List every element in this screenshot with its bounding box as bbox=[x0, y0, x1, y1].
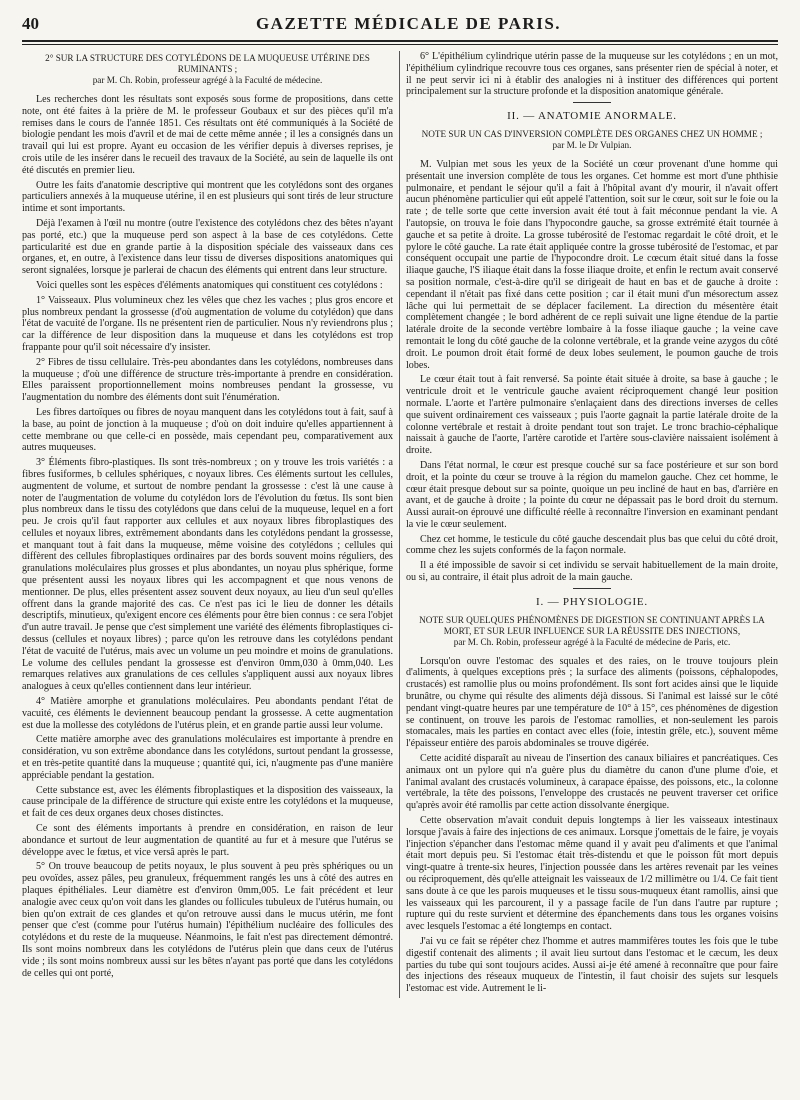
title-line-2: par M. Ch. Robin, professeur agrégé à la Faculté de médecine. bbox=[92, 75, 323, 85]
title-line-1: NOTE SUR QUELQUES PHÉNOMÈNES DE DIGESTION SE CONTINUANT APRÈS LA MORT, ET SUR LEUR INFLUENCE SUR LA RÉUSSITE DES INJECTIONS, bbox=[419, 614, 765, 636]
header-rule bbox=[22, 40, 778, 42]
paragraph: Les fibres dartoïques ou fibres de noyau manquent dans les cotylédons tout à fait, sauf à la base, au point de jonction à la muqueuse ; d'où on doit induire qu'elles appartiennent à cette membrane ou que celle-ci en possède, mais cependant peu, comparativement aux autres muqueuses. bbox=[22, 406, 393, 454]
paragraph: Voici quelles sont les espèces d'éléments anatomiques qui constituent ces cotylédons : bbox=[36, 279, 383, 291]
title-line-2: par M. le Dr Vulpian. bbox=[552, 139, 632, 150]
paragraph: 5° On trouve beaucoup de petits noyaux, le plus souvent à peu près sphériques ou un peu ovoïdes, assez pâles, peu granuleux, fréquemment rangés les uns à côté des autres en plaques épithéliales. Leur diamètre est d'environ 0mm,005. Le fait précédent et leur analogie avec ceux qu'on voit dans les glandes ou follicules tubuleux de l'utérus humain, ou bien qu'on extrait de ces glandes et qu'on retrouve aussi dans le mucus utérin, me font penser que c'est (comme pour l'utérus humain) l'épithélium nucléaire des follicules des cotylédons et du reste de la muqueuse. Néanmoins, le fait n'est pas directement démontré. Ils sont moins nombreux dans les cotylédons de l'utérus plein que dans ceux de l'utérus vide ; ils sont moins nombreux aussi sur les bêtes n'ayant pas porté que dans les cotylédons de celles qui ont porté, bbox=[22, 861, 393, 979]
paragraph: Déjà l'examen à l'œil nu montre (outre l'existence des cotylédons chez des bêtes n'ayant pas porté, etc.) que la muqueuse perd son aspect à la base de ces cotylédons. Cette particularité est due en grande partie à la disposition spéciale des vaisseaux dans ces organes, et, en outre, à l'existence dans leur tissu de diverses dispositions anatomiques qui seront signalées, lorsque je parlerai de chacun des éléments qui entrent dans leur structure. bbox=[22, 217, 393, 277]
paragraph: Le cœur était tout à fait renversé. Sa pointe était située à droite, sa base à gauche ; le ventricule droit et le ventricule gauche avaient réciproquement changé leur position normale. L'aorte et l'artère pulmonaire s'enlaçaient dans des directions inverses de celles que suivent ordinairement ces vaisseaux ; puis l'aorte gagnait la partie latérale droite de la colonne vertébrale et restait à droite pendant tout son trajet. Le tronc brachio-céphalique naissait à gauche de l'aorte, l'artère carotide et l'artère sous-clavière naissaient isolément à droite. bbox=[406, 374, 778, 457]
section-heading-anatomie: II. — ANATOMIE ANORMALE. bbox=[507, 110, 677, 123]
paragraph: Cette observation m'avait conduit depuis longtemps à lier les vaisseaux intestinaux lorsque j'avais à faire des injections de ces animaux. Lorsque j'omettais de le faire, je voyais l'injection s'épancher dans l'estomac même quand il y avait peu d'aliments et que l'animal était mort depuis peu. Si l'estomac était très-distendu et que le poisson fût mort depuis vingt-quatre à trente-six heures, l'injection poussée dans les artères revenait par les veines ou réciproquement, dès qu'elle atteignait les vaisseaux de 1/2 millimètre ou 1/4. Ce fait tient sans doute à ce que les parois muqueuses et le tissu sous-muqueux étant ramollis, ainsi que les vaisseaux qui les parcourent, il y a passage facile de l'un dans l'autre par rupture ; rupture qui du reste survient et détermine des épanchements dans tous les organes voisins avec lesquels l'estomac a été longtemps en contact. bbox=[406, 815, 778, 933]
paragraph: Cette substance est, avec les éléments fibroplastiques et la disposition des vaisseaux, la cause principale de la différence de structure qui existe entre les cotylédons et la muqueuse, et fait de ces deux organes deux choses distinctes. bbox=[22, 784, 393, 820]
paragraph: Cette acidité disparaît au niveau de l'insertion des canaux biliaires et pancréatiques. Ces animaux ont un pylore qui n'a guère plus du diamètre du canon d'une plume d'oie, et l'animal avalant des crustacés volumineux, à carapace épaisse, des poissons, etc., la colonne vertébrale, la tête des poissons, l'enveloppe des crustacés ne peuvent traverser cet orifice qu'après avoir été ramollis par cette action dissolvante énergique. bbox=[406, 753, 778, 812]
page-number: 40 bbox=[22, 14, 39, 33]
paragraph: Chez cet homme, le testicule du côté gauche descendait plus bas que celui du côté droit, comme chez les sujets conformés de la façon normale. bbox=[406, 533, 778, 557]
right-column bbox=[400, 51, 778, 998]
paragraph: 1° Vaisseaux. Plus volumineux chez les vêles que chez les vaches ; plus gros encore et plus nombreux pendant la grossesse (d'où augmentation de volume du cotylédon) que dans l'état de vacuité de l'organe. Ils ne présentent rien de particulier. Nous n'y reviendrons plus ; car la différence de leur disposition dans la muqueuse et dans les cotylédons est trop frappante pour qu'il soit nécessaire d'y insister. bbox=[22, 294, 393, 353]
paragraph: Lorsqu'on ouvre l'estomac des squales et des raies, on le trouve toujours plein d'aliments, à quelques exceptions près ; la surface des aliments (poissons, céphalopodes, crustacés) est ramollie plus ou moins profondément. Ils sont fort acides ainsi que le liquide brunâtre, ou chyme qui résulte des aliments déjà dissous. Si l'animal est laissé sur le côté pendant vingt-quatre heures par une température de 10° à 15°, ces phénomènes de digestion se continuent, on trouve les parois de l'estomac ramollies, et non-seulement les parois stomacales, mais les parties en contact avec elles (foie, intestin grêle, etc.), souvent même l'épaisseur entière des parois abdominales se trouve digérée. bbox=[406, 655, 778, 750]
title-line-1: 2° SUR LA STRUCTURE DES COTYLÉDONS DE LA MUQUEUSE UTÉRINE DES RUMINANTS ; bbox=[45, 53, 370, 74]
paragraph: Il a été impossible de savoir si cet individu se servait habituellement de la main droite, ou si, au contraire, il était plus adroit de la main gauche. bbox=[406, 560, 778, 584]
paragraph: Les recherches dont les résultats sont exposés sous forme de propositions, dans cette note, ont été faites à la prière de M. le professeur Goubaux et sur des pièces qu'il m'a remises dans le cours de l'année 1851. Ces résultats ont été communiqués à la Société de biologie pendant les mois d'avril et de mai de cette même année ; il les a consignés dans un travail qui lui est propre. Ayant eu occasion de les vérifier depuis à diverses reprises, je crois utile de les insérer dans le recueil des travaux de la Société, au sein de laquelle ils ont été discutés en premier lieu. bbox=[22, 94, 393, 176]
page-header bbox=[22, 14, 778, 38]
paragraph: 2° Fibres de tissu cellulaire. Très-peu abondantes dans les cotylédons, nombreuses dans la muqueuse ; d'où une différence de structure très-importante à prendre en considération. Elles paraissent proportionnellement moins nombreuses pendant la grossesse, vu l'augmentation du nombre des éléments dont suit l'énumération. bbox=[22, 356, 393, 404]
title-line-2: par M. Ch. Robin, professeur agrégé à la Faculté de médecine de Paris, etc. bbox=[453, 636, 731, 647]
paragraph: Dans l'état normal, le cœur est presque couché sur sa face postérieure et sur son bord droit, et la pointe du cœur se trouve à la région du mamelon gauche. Chez cet homme, le cœur était presque debout sur sa pointe, quoique un peu incliné de haut en bas, d'arrière en avant, et de gauche à droite ; la pointe du cœur ne dépassait pas le bord droit du sternum. Aussi aurait-on éprouvé une difficulté réelle à reconnaître l'inversion en examinant pendant la vie le cœur seulement. bbox=[406, 459, 778, 530]
paragraph: Cette matière amorphe avec des granulations moléculaires est importante à prendre en considération, vu son extrême abondance dans les cotylédons, surtout pendant la grossesse, et en très-petite quantité dans la muqueuse ; quantité qui, ici, n'augmente pas d'une manière appréciable pendant la gestation. bbox=[22, 734, 393, 781]
section-heading-physiologie: I. — PHYSIOLOGIE. bbox=[536, 595, 648, 608]
paragraph: M. Vulpian met sous les yeux de la Société un cœur provenant d'une homme qui présentait une inversion complète de tous les organes. Cet homme est mort d'une phthisie pulmonaire, et pendant le séjour qu'il a fait à l'hôpital avant d'y mourir, il n'avait offert aucun phénomène particulier qui eût appelé l'attention, soit sur le cœur, soit sur le foie ou la rate ; de telle sorte que cette inversion avait été tout à fait méconnue pendant la vie. A l'autopsie, on trouva le foie dans l'hypocondre gauche, sa grosse extrémité était tournée à gauche et sa petite à droite. La grosse tubérosité de l'estomac regardait le côté droit, et le pylore le côté gauche. La rate était appliquée contre la grosse tubérosité de l'estomac, et par conséquent occupait une partie de l'hypocondre droit. Le cœcum était situé dans la fosse iliaque gauche, l'S iliaque était dans la fosse iliaque droite, et enfin le rectum avait conservé sa position normale, c'est-à-dire qu'il se dirigeait de haut en bas et de gauche à droite : cependant il n'était pas fixé dans cette position ; car il était muni d'un mésorectum assez lâche qui lui permettait de se déplacer facilement. La direction du mésentère était complètement changée ; le bord adhérent de ce repli suivait une ligne étendue de la partie latérale droite de la seconde vertèbre lombaire à la fosse iliaque gauche ; la veine cave remontait le long du côté gauche de la colonne vertébrale, et la grande veine azygos du côté droit. Le poumon droit était formé de deux lobes seulement, le poumon gauche de trois lobes. bbox=[406, 158, 778, 371]
section-separator bbox=[573, 102, 611, 103]
article-title-digestion bbox=[406, 615, 778, 648]
header-rule-thin bbox=[22, 44, 778, 45]
paragraph: 4° Matière amorphe et granulations moléculaires. Peu abondants pendant l'état de vacuité, ces éléments le deviennent beaucoup pendant la grossesse. A cette augmentation est due la mollesse des cotylédons de l'utérus plein, et en grande partie aussi leur volume. bbox=[22, 696, 393, 731]
paragraph: Outre les faits d'anatomie descriptive qui montrent que les cotylédons sont des organes particuliers annexés à la muqueuse utérine, il en est plusieurs qui sont tirés de leur structure intime et sont importants. bbox=[22, 179, 393, 215]
article-columns bbox=[22, 51, 778, 998]
article-title-cotyledons bbox=[22, 53, 393, 86]
title-line-1: NOTE SUR UN CAS D'INVERSION COMPLÈTE DES ORGANES CHEZ UN HOMME ; bbox=[421, 128, 763, 139]
paragraph: J'ai vu ce fait se répéter chez l'homme et autres mammifères toutes les fois que le tube digestif contenait des aliments ; il avait lieu surtout dans l'estomac et le cæcum, les deux parties du tube qui sont toujours acides. Aussi ai-je été amené à reconnaître que pour faire des injections des réseaux muqueux de l'intestin, il faut choisir des sujets sur lesquels l'estomac est vide. Autrement le li- bbox=[406, 936, 778, 995]
journal-title: GAZETTE MÉDICALE DE PARIS. bbox=[255, 14, 562, 33]
article-title-inversion bbox=[406, 129, 778, 151]
left-column bbox=[22, 51, 400, 998]
section-separator bbox=[573, 588, 611, 589]
paragraph: 6° L'épithélium cylindrique utérin passe de la muqueuse sur les cotylédons ; en un mot, l'épithélium cylindrique recouvre tous ces organes, sans présenter rien de spécial à noter, et il ne peut servir ici ni à établir des analogies ni à instituer des différences qui portent principalement sur la structure profonde et la disposition anatomique générale. bbox=[406, 51, 778, 98]
paragraph: Ce sont des éléments importants à prendre en considération, en raison de leur abondance et surtout de leur augmentation de quantité au fur et à mesure que l'utérus se développe avec le fœtus, et vice versâ après le part. bbox=[22, 823, 393, 858]
paragraph: 3° Éléments fibro-plastiques. Ils sont très-nombreux ; on y trouve les trois variétés : a fibres fusiformes, b cellules sphériques, c noyaux libres. Ces éléments surtout les cellules, augmentent de volume, et surtout de nombre pendant la grossesse : c'est là une cause à noter de l'augmentation de volume du cotylédon lors de l'évolution du fœtus. Ils sont bien plus nombreux dans le tissu des cotylédons que dans celui de la muqueuse, lequel en a fort peu. Je crois qu'il faut rapporter aux cellules et aux noyaux libres fibroplastiques des cellules et noyaux libres, extrêmement abondants dans les cotylédons pendant la grossesse, et manquant tout à fait dans la muqueuse, même voisine des cotylédons ; cellules qui diffèrent des cellules fibroplastiques ordinaires par des bords souvent moins réguliers, des granulations moléculaires plus grosses et plus abondantes, un noyau plus sphérique, forme que présentent aussi les noyaux libres qui les accompagnent et que nous venons de mentionner. De plus, elles présentent assez souvent deux noyaux, au lieu d'un seul qu'elles offrent dans la grande majorité des cas. Ce n'est pas ici le lieu de donner les détails descriptifs, minutieux, qu'exigent encore ces éléments pour être bien connus : ce sera l'objet d'un autre travail. Je pense que c'est simplement une variété des éléments fibroplastiques ci-dessus (cellules et noyaux libres) ; parce qu'on les retrouve dans les cotylédons pendant l'état de vacuité de l'utérus, mais avec un volume un peu moindre et moins de granulations. Le volume des cellules pendant la grossesse est d'environ 0mm,030 à 0mm,040. Les remarques relatives aux granulations de ces cellules s'appliquent aussi aux noyaux libres analogues à ceux qu'elles contiennent dans leur intérieur. bbox=[22, 457, 393, 693]
